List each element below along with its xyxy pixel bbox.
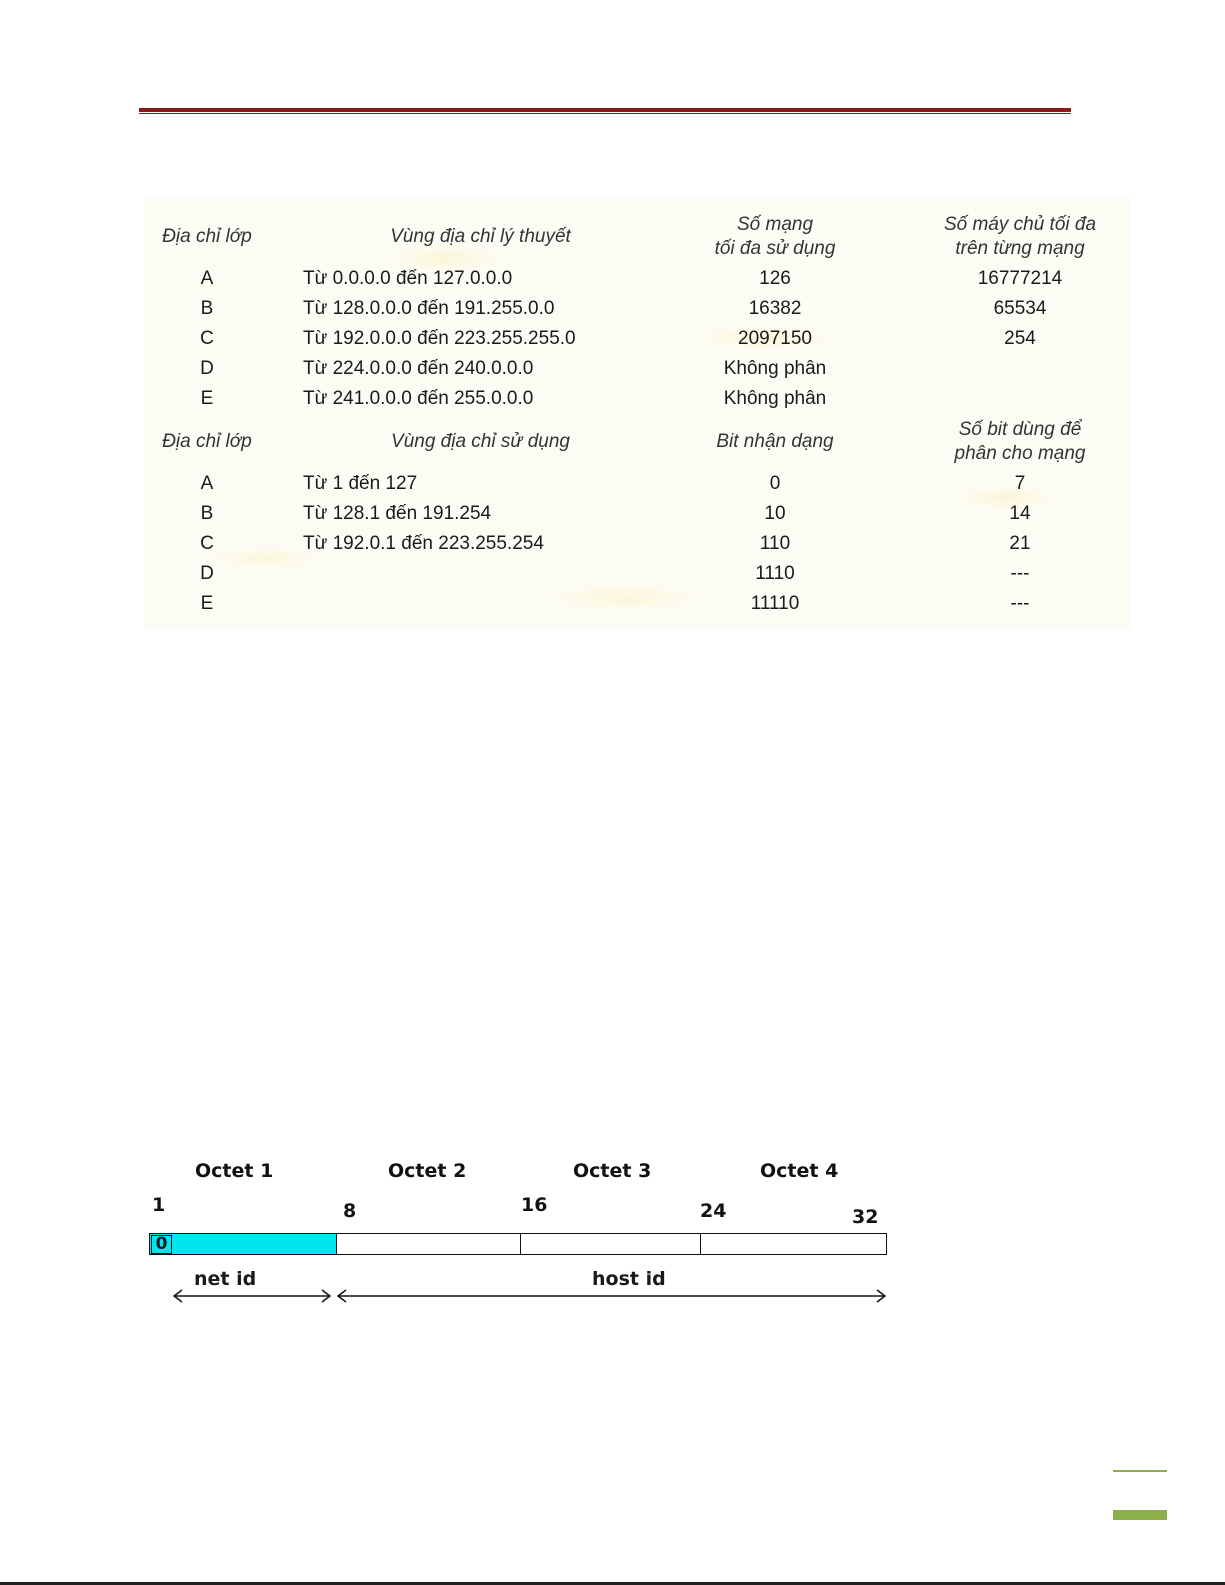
bit-number: 32 [852,1206,879,1228]
bit-number: 24 [700,1200,727,1222]
t1-row-range: Từ 128.0.0.0 đến 191.255.0.0 [303,298,555,319]
t1-row-class: E [200,388,214,409]
t2-row-netbits: 7 [1014,473,1026,494]
t2-row-class: C [200,533,214,554]
t2-row-netbits: 21 [1009,533,1031,554]
t1-row-hosts: 254 [1004,328,1036,349]
t2-header-range: Vùng địa chỉ sử dụng [391,431,570,452]
t1-header-networks-line2: tối đa sử dụng [714,238,836,259]
octet-label: Octet 4 [760,1160,839,1182]
t1-row-class: B [200,298,214,319]
t1-header-hosts-line1: Số máy chủ tối đa [943,214,1097,235]
t1-row-networks: 16382 [748,298,802,319]
t1-row-range: Từ 0.0.0.0 đến 127.0.0.0 [303,268,513,289]
bit-number: 8 [343,1200,357,1222]
t2-header-netbits-line2: phân cho mạng [954,443,1086,464]
host-id-label: host id [592,1268,666,1290]
t2-row-class: E [200,593,214,614]
t2-row-class: A [200,473,214,494]
t2-row-class: B [200,503,214,524]
t2-row-bits: 11110 [750,593,800,614]
t1-header-networks-line1: Số mạng [736,214,814,235]
bit-number: 16 [521,1194,548,1216]
t2-row-bits: 110 [759,533,791,554]
net-id-label: net id [194,1268,257,1290]
footer-accent-block [1113,1510,1167,1520]
t2-header-netbits-line1: Số bit dùng để [958,419,1082,440]
t2-row-range: Từ 1 đến 127 [303,473,418,494]
t2-row-range: Từ 128.1 đến 191.254 [303,503,492,524]
t2-row-bits: 10 [764,503,786,524]
t2-row-netbits: --- [1010,593,1030,614]
t1-row-range: Từ 224.0.0.0 đến 240.0.0.0 [303,358,534,379]
t1-row-range: Từ 192.0.0.0 đến 223.255.255.0 [303,328,576,349]
footer-accent-line [1113,1470,1167,1472]
t2-row-bits: 0 [769,473,781,494]
t2-header-bits: Bit nhận dạng [716,431,834,452]
t1-row-networks: 2097150 [738,328,812,349]
octet-label: Octet 3 [573,1160,652,1182]
t1-row-networks: 126 [759,268,791,289]
t2-row-class: D [200,563,214,584]
octet-label: Octet 2 [388,1160,467,1182]
t1-header-class: Địa chỉ lớp [162,226,252,247]
t2-row-netbits: 14 [1009,503,1031,524]
t1-row-class: C [200,328,214,349]
first-bit-box: 0 [151,1235,172,1254]
bit-number: 1 [152,1194,166,1216]
t1-row-hosts: 16777214 [977,268,1063,289]
t1-row-range: Từ 241.0.0.0 đến 255.0.0.0 [303,388,534,409]
t1-header-range: Vùng địa chỉ lý thuyết [390,226,571,247]
t1-row-hosts: 65534 [993,298,1047,319]
t1-row-class: A [200,268,214,289]
t2-header-class: Địa chỉ lớp [162,431,252,452]
t2-row-bits: 1110 [755,563,795,584]
t2-row-netbits: --- [1010,563,1030,584]
t1-row-class: D [200,358,214,379]
t1-header-hosts-line2: trên từng mạng [955,238,1085,259]
t1-row-networks: Không phân [723,388,827,409]
t1-row-networks: Không phân [723,358,827,379]
t2-row-range: Từ 192.0.1 đến 223.255.254 [303,533,544,554]
octet-label: Octet 1 [195,1160,274,1182]
